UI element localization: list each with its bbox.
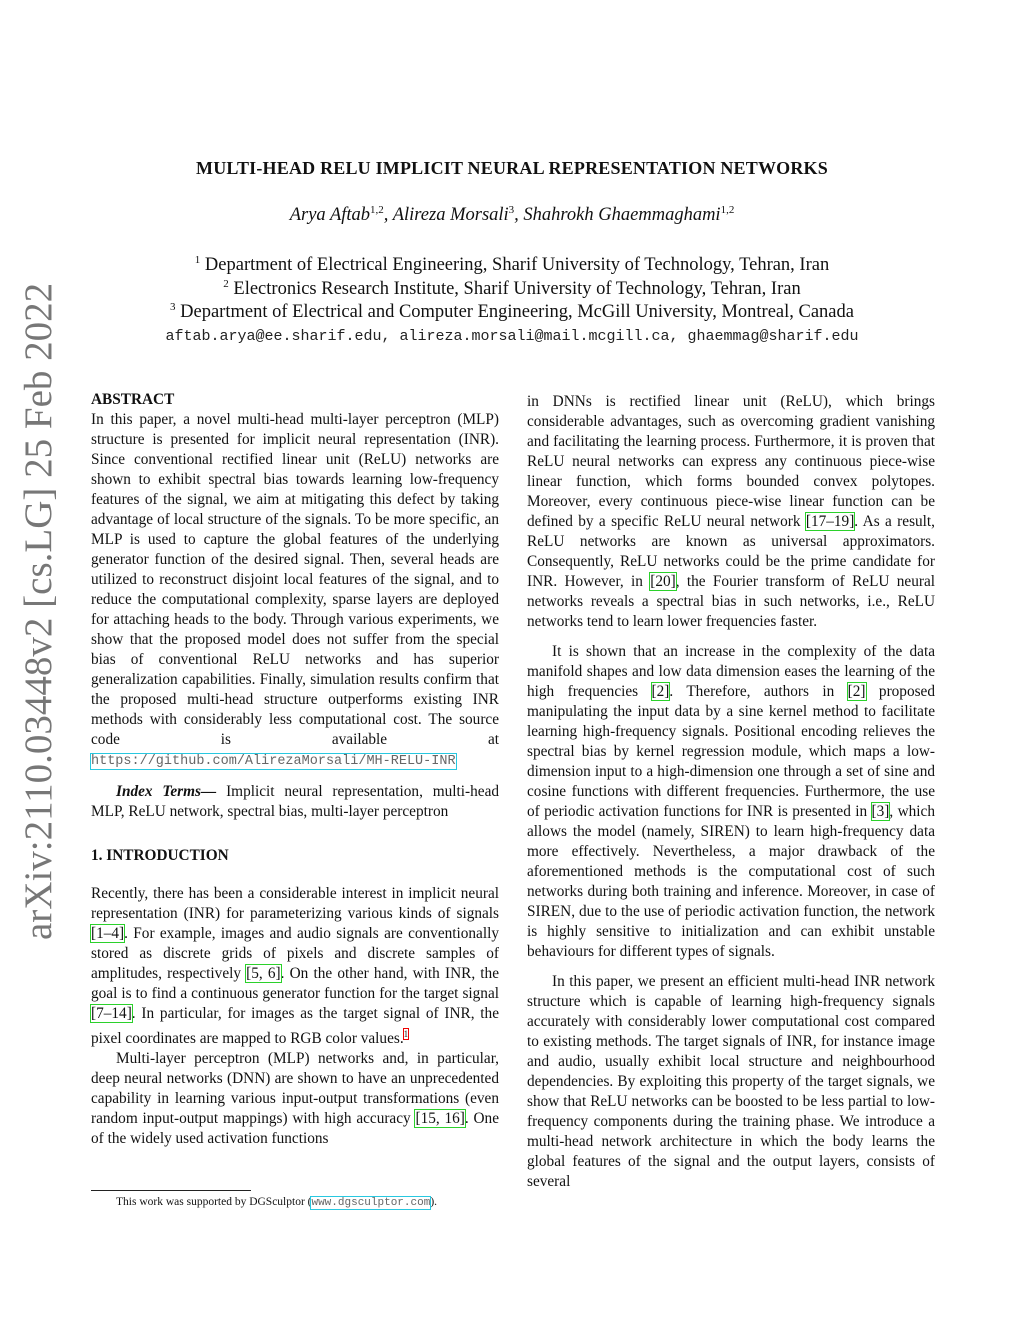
body-text: , the Fourier transform of ReLU neural networks reveals a spectral bias in such networks, i.e., ReLU networks tend to learn lower frequencies faster. <box>527 573 935 630</box>
arxiv-watermark: arXiv:2110.03448v2 [cs.LG] 25 Feb 2022 <box>17 282 60 940</box>
citation-link[interactable]: [17–19] <box>805 513 855 530</box>
right-paragraph-1 <box>527 392 935 632</box>
index-terms-text: Implicit neural representation, multi-head MLP, ReLU network, spectral bias, multi-layer perceptron <box>91 783 500 820</box>
abstract-heading: ABSTRACT <box>91 391 175 408</box>
affiliation-3 <box>0 301 1024 323</box>
citation-link[interactable]: [15, 16] <box>415 1110 465 1128</box>
left-column <box>91 390 499 1149</box>
body-text: in DNNs is rectified linear unit (ReLU), which brings considerable advantages, such as overcoming gradient vanishing and facilitating the learning process. Furthermore, it is proven that ReLU neural networks can express any continuous piece-wise linear function, which forms bounded convex polytopes. Moreover, every continuous piece-wise linear function can be defined by a specific ReLU neural network <box>527 393 935 530</box>
body-text: , which allows the model (namely, SIREN) to learn high-frequency data more effectively. Nevertheless, a major drawback of the aforementioned methods is the computational cost of such networks during both training and inference. Moreover, in case of SIREN, due to the use of periodic activation function, the network is highly sensitive to initialization and can exhibit unstable behaviours for different types of signals. <box>527 803 935 960</box>
paper-title: MULTI-HEAD RELU IMPLICIT NEURAL REPRESENTATION NETWORKS <box>196 158 828 178</box>
affiliation-mark: 1 <box>194 254 201 266</box>
author-affiliation-mark: 3 <box>508 204 515 216</box>
source-code-link[interactable]: https://github.com/AlirezaMorsali/MH-RELU-INR <box>91 754 456 769</box>
author-emails: aftab.arya@ee.sharif.edu, alireza.morsali@mail.mcgill.ca, ghaemmag@sharif.edu <box>165 328 859 345</box>
right-paragraph-3: In this paper, we present an efficient multi-head INR network structure which is capable of learning high-frequency signals accurately with considerably lower computational cost compared to existing methods. The target signals of INR, for instance image and audio, usually exhibit local structure and neighbourhood dependencies. By exploiting this property of the target signals, we show that ReLU networks can be boosted to be less partial to low-frequency components during the training phase. We introduce a multi-head network architecture in which the body learns the global features of the signal and the output layers, consists of several <box>527 973 935 1190</box>
right-column <box>527 392 935 1192</box>
author-affiliation-mark: 1,2 <box>720 204 735 216</box>
body-text: It is shown that an increase in the complexity of the data manifold shapes and low data dimension eases the learning of the high frequencies <box>527 643 935 700</box>
abstract-body <box>91 410 499 772</box>
affiliation-text: Department of Electrical Engineering, Sharif University of Technology, Tehran, Iran <box>204 255 830 276</box>
intro-text: Multi-layer perceptron (MLP) networks and, in particular, deep neural networks (DNN) are shown to have an unprecedented capability in learning various input-output transformations (even random input-output mappings) with high accuracy <box>91 1050 499 1128</box>
footnote-text: This work was supported by DGSculptor ( <box>116 1196 312 1208</box>
citation-link[interactable]: [5, 6] <box>246 965 281 982</box>
intro-paragraph-1 <box>91 884 499 1049</box>
author-separator: , <box>383 205 393 226</box>
abstract-text: In this paper, a novel multi-head multi-layer perceptron (MLP) structure is presented for implicit neural representation (INR). Since conventional rectified linear unit (ReLU) networks are shown to exhibit spectral bias towards learning low-frequency features of the signal, we aim at mitigating this defect by taking advantage of local structure of the signals. To be more specific, an MLP is used to capture the global features of the underlying generator function of the desired signal. Then, several heads are utilized to reconstruct disjoint local features of the signal, and to reduce the computational complexity, sparse layers are deployed for attaching heads to the body. Through various experiments, we show that the proposed model does not suffer from the special bias of conventional ReLU networks and has superior generalization capabilities. Finally, simulation results confirm that the proposed multi-head structure outperforms existing INR methods with considerably less computational cost. The source code is available at <box>91 411 499 748</box>
footnote-rule <box>91 1190 251 1191</box>
author-separator: , <box>514 205 524 226</box>
citation-link[interactable]: [20] <box>650 573 676 590</box>
intro-text: . In particular, for images as the target signal of INR, the pixel coordinates are mapped to RGB color values. <box>91 1005 499 1048</box>
intro-paragraph-2 <box>91 1049 499 1149</box>
footnote-end: ). <box>430 1196 438 1208</box>
intro-text: . On the other hand, with INR, the goal is to find a continuous generator function for the target signal <box>91 965 499 1002</box>
affiliation-1 <box>0 254 1024 276</box>
body-text: proposed manipulating the input data by a sine kernel method to facilitate learning high-frequency signals. Positional encoding relieves the spectral bias by kernel regression module, which maps a low-dimension input to a high-dimension one through a set of sine and cosine functions with different frequencies. Furthermore, the use of periodic activation functions for INR is presented in <box>527 683 935 820</box>
intro-text: . For example, images and audio signals are conventionally stored as discrete grids of pixels and discrete samples of amplitudes, respectively <box>91 925 499 982</box>
funding-link[interactable]: www.dgsculptor.com <box>311 1197 431 1209</box>
affiliation-2 <box>0 278 1024 300</box>
affiliation-mark: 3 <box>170 301 176 313</box>
intro-text: Recently, there has been a considerable interest in implicit neural representation (INR) for parameterizing various kinds of signals <box>91 885 499 922</box>
affiliation-mark: 2 <box>223 278 229 290</box>
author-name: Arya Aftab <box>289 205 371 226</box>
citation-link[interactable]: [2] <box>847 683 866 700</box>
author-affiliation-mark: 1,2 <box>370 204 384 216</box>
citation-link[interactable]: [1–4] <box>91 925 125 942</box>
citation-link[interactable]: [3] <box>871 803 890 820</box>
affiliation-text: Department of Electrical and Computer Engineering, McGill University, Montreal, Canada <box>180 302 854 323</box>
author-name: Alireza Morsali <box>392 205 509 226</box>
author-list <box>0 204 1024 226</box>
index-terms <box>91 782 499 822</box>
body-text: . As a result, ReLU networks are known as universal approximators. Consequently, ReLU networks could be the prime candidate for INR. However, in <box>527 513 935 590</box>
citation-link[interactable]: [7–14] <box>91 1005 132 1022</box>
right-paragraph-2 <box>527 642 935 962</box>
section-heading-introduction: 1. INTRODUCTION <box>91 847 229 864</box>
footnote <box>91 1196 511 1209</box>
citation-link[interactable]: [2] <box>651 683 670 700</box>
index-terms-label: Index Terms— <box>116 783 217 800</box>
intro-text: . One of the widely used activation functions <box>91 1110 499 1148</box>
body-text: . Therefore, authors in <box>669 683 848 700</box>
affiliation-text: Electronics Research Institute, Sharif University of Technology, Tehran, Iran <box>233 279 801 300</box>
author-name: Shahrokh Ghaemmaghami <box>523 205 721 226</box>
footnote-marker[interactable]: 1 <box>403 1029 409 1039</box>
